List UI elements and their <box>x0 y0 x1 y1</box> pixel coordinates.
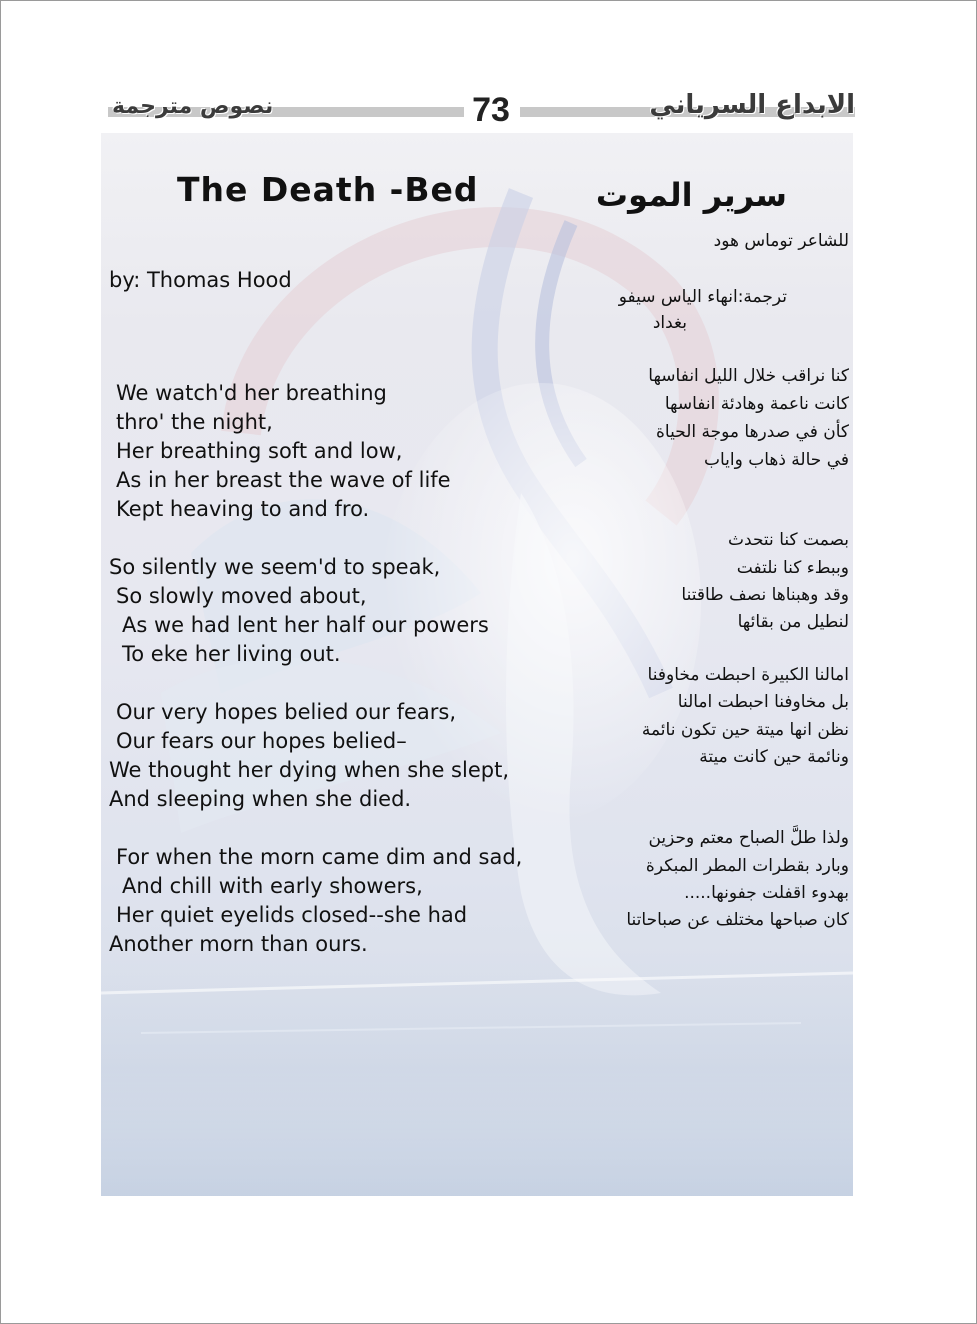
magazine-title: الابداع السرياني <box>649 90 855 120</box>
poem-line: وبارد بقطرات المطر المبكرة <box>645 856 849 876</box>
arabic-translator-credit: ترجمة:انهاء الياس سيفو <box>618 287 787 307</box>
poem-line: To eke her living out. <box>122 642 341 666</box>
section-label: نصوص مترجمة <box>112 94 274 119</box>
poem-line: كأن في صدرها موجة الحياة <box>656 422 849 442</box>
poem-line: So slowly moved about, <box>116 584 367 608</box>
arabic-city: بغداد <box>652 313 687 333</box>
poem-line: Her breathing soft and low, <box>116 439 403 463</box>
arabic-title: سرير الموت <box>595 176 787 214</box>
poem-line: Her quiet eyelids closed--she had <box>116 903 468 927</box>
poem-line: بهدوء اقفلت جفونها..... <box>684 883 849 903</box>
poem-line: بصمت كنا نتحدث <box>728 530 849 550</box>
arabic-poet-credit: للشاعر توماس هود <box>713 231 849 251</box>
poem-line: Our fears our hopes belied– <box>116 729 407 753</box>
poem-line: For when the morn came dim and sad, <box>116 845 523 869</box>
poem-line: thro' the night, <box>116 410 273 434</box>
poem-line: And sleeping when she died. <box>109 787 412 811</box>
english-title: The Death -Bed <box>177 170 479 209</box>
poem-line: ونائمة حين كانت ميتة <box>699 747 849 767</box>
poem-line: We thought her dying when she slept, <box>109 758 509 782</box>
poem-line: بل مخاوفنا احبطت امالنا <box>677 692 849 712</box>
poem-line: So silently we seem'd to speak, <box>109 555 441 579</box>
poem-line: We watch'd her breathing <box>116 381 387 405</box>
poem-line: Kept heaving to and fro. <box>116 497 370 521</box>
poem-line: وببطء كنا نلتفت <box>736 558 849 578</box>
poem-line: كنا نراقب خلال الليل انفاسها <box>648 366 849 386</box>
poem-line: امالنا الكبيرة احبطت مخاوفنا <box>647 665 849 685</box>
english-byline: by: Thomas Hood <box>109 268 292 292</box>
poem-line: Another morn than ours. <box>109 932 368 956</box>
poem-line: ولذا طلَّ الصباح معتم وحزين <box>648 828 849 848</box>
poem-line: كان صباحها مختلف عن صباحاتنا <box>626 910 849 930</box>
poem-line: Our very hopes belied our fears, <box>116 700 456 724</box>
poem-line: كانت ناعمة وهادئة انفاسها <box>664 394 849 414</box>
poem-line: As we had lent her half our powers <box>122 613 489 637</box>
poem-line: لنطيل من بقائها <box>737 612 849 632</box>
poem-line: نظن انها ميتة حين تكون نائمة <box>641 720 849 740</box>
poem-line: And chill with early showers, <box>122 874 423 898</box>
poem-line: As in her breast the wave of life <box>116 468 451 492</box>
poem-line: في حالة ذهاب واياب <box>703 450 849 470</box>
page-number: 73 <box>472 91 510 129</box>
poem-line: وقد وهبناها نصف طاقتنا <box>681 585 849 605</box>
